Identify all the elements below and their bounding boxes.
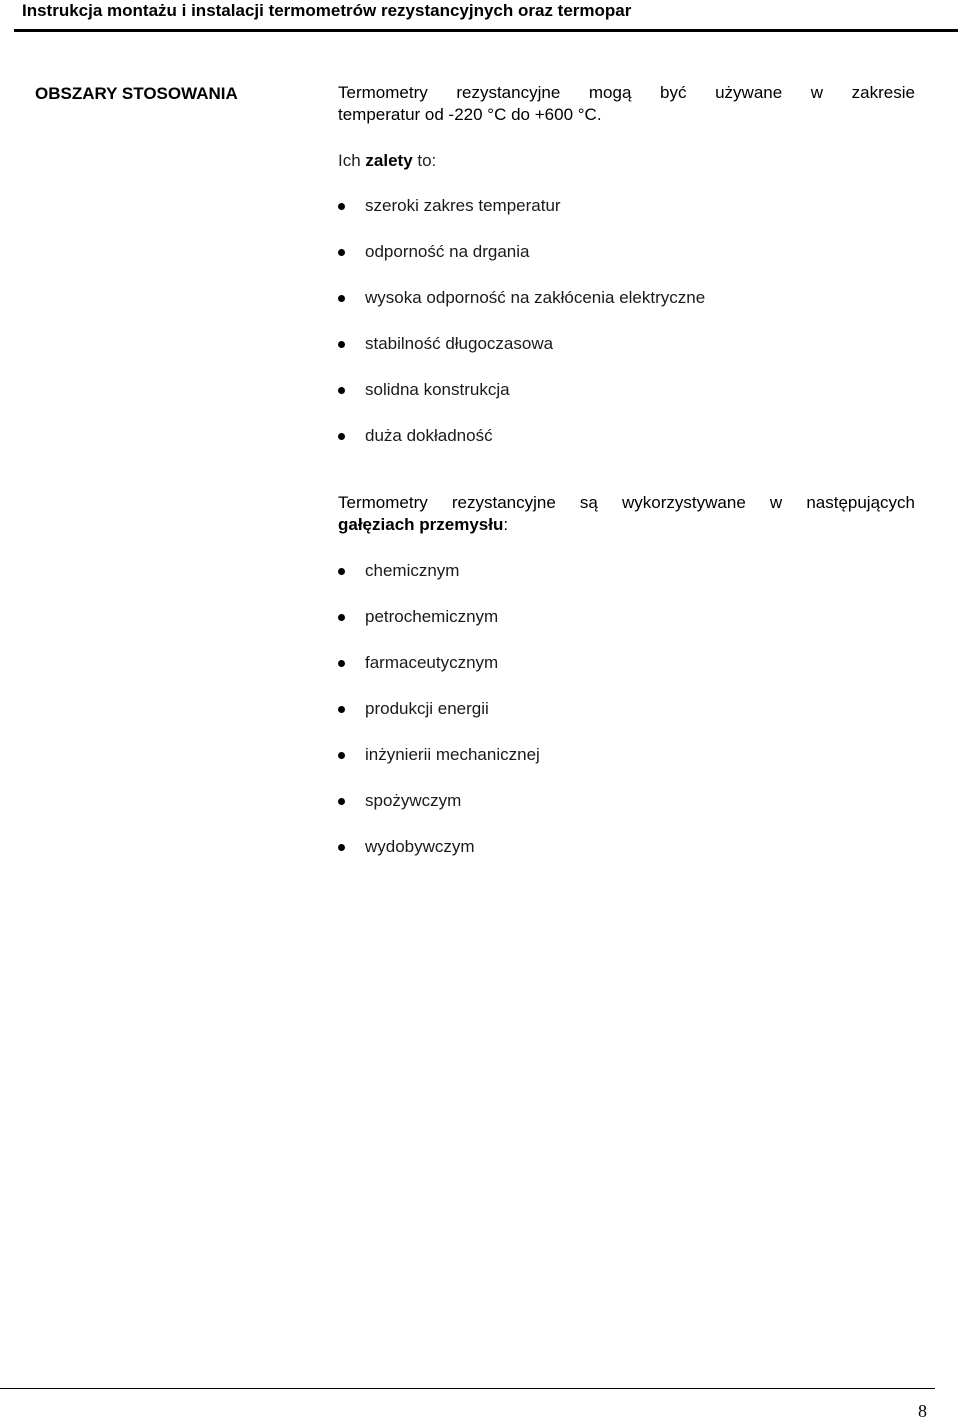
list-item xyxy=(338,698,540,744)
bullet-icon xyxy=(338,660,345,667)
header-rule xyxy=(14,29,958,32)
list-item xyxy=(338,195,705,241)
bullet-icon xyxy=(338,249,345,256)
industries-line-2 xyxy=(338,514,915,536)
page-number: 8 xyxy=(918,1401,927,1421)
list-item xyxy=(338,241,705,287)
list-item xyxy=(338,287,705,333)
list-item-text: szeroki zakres temperatur xyxy=(365,196,561,215)
bullet-icon xyxy=(338,614,345,621)
list-item-text: stabilność długoczasowa xyxy=(365,334,554,353)
advantages-keyword: zalety xyxy=(365,151,413,170)
list-item xyxy=(338,606,540,652)
intro-line-1: Termometry rezystancyjne mogą być używane w zakresie xyxy=(338,83,915,102)
list-item-text: chemicznym xyxy=(365,561,460,580)
list-item-text: duża dokładność xyxy=(365,426,493,445)
list-item-text: spożywczym xyxy=(365,791,462,810)
bullet-icon xyxy=(338,295,345,302)
bullet-icon xyxy=(338,568,345,575)
list-item-text: produkcji energii xyxy=(365,699,489,718)
list-item xyxy=(338,425,705,471)
industries-list xyxy=(338,560,540,882)
list-item xyxy=(338,652,540,698)
list-item xyxy=(338,836,540,882)
industries-suffix: : xyxy=(503,515,509,534)
list-item xyxy=(338,333,705,379)
list-item xyxy=(338,790,540,836)
list-item-text: odporność na drgania xyxy=(365,242,530,261)
bullet-icon xyxy=(338,341,345,348)
bullet-icon xyxy=(338,844,345,851)
advantages-prefix: Ich xyxy=(338,151,366,170)
advantages-list xyxy=(338,195,705,471)
bullet-icon xyxy=(338,752,345,759)
list-item-text: wydobywczym xyxy=(365,837,475,856)
bullet-icon xyxy=(338,706,345,713)
industries-paragraph xyxy=(338,492,915,536)
list-item-text: inżynierii mechanicznej xyxy=(365,745,540,764)
list-item-text: petrochemicznym xyxy=(365,607,499,626)
intro-line-2: temperatur od -220 °C do +600 °C. xyxy=(338,105,602,124)
advantages-lead xyxy=(338,150,436,172)
footer-rule xyxy=(0,1388,935,1389)
bullet-icon xyxy=(338,433,345,440)
list-item xyxy=(338,379,705,425)
list-item xyxy=(338,560,540,606)
document-header-title: Instrukcja montażu i instalacji termometrów rezystancyjnych oraz termopar xyxy=(22,1,632,20)
list-item xyxy=(338,744,540,790)
section-heading: OBSZARY STOSOWANIA xyxy=(35,84,238,103)
bullet-icon xyxy=(338,203,345,210)
list-item-text: farmaceutycznym xyxy=(365,653,499,672)
industries-line-1: Termometry rezystancyjne są wykorzystywane w następujących xyxy=(338,493,915,512)
list-item-text: solidna konstrukcja xyxy=(365,380,510,399)
intro-paragraph xyxy=(338,82,915,126)
advantages-suffix: to: xyxy=(412,151,437,170)
industries-keyword: gałęziach przemysłu xyxy=(338,515,504,534)
list-item-text: wysoka odporność na zakłócenia elektryczne xyxy=(365,288,706,307)
bullet-icon xyxy=(338,798,345,805)
bullet-icon xyxy=(338,387,345,394)
